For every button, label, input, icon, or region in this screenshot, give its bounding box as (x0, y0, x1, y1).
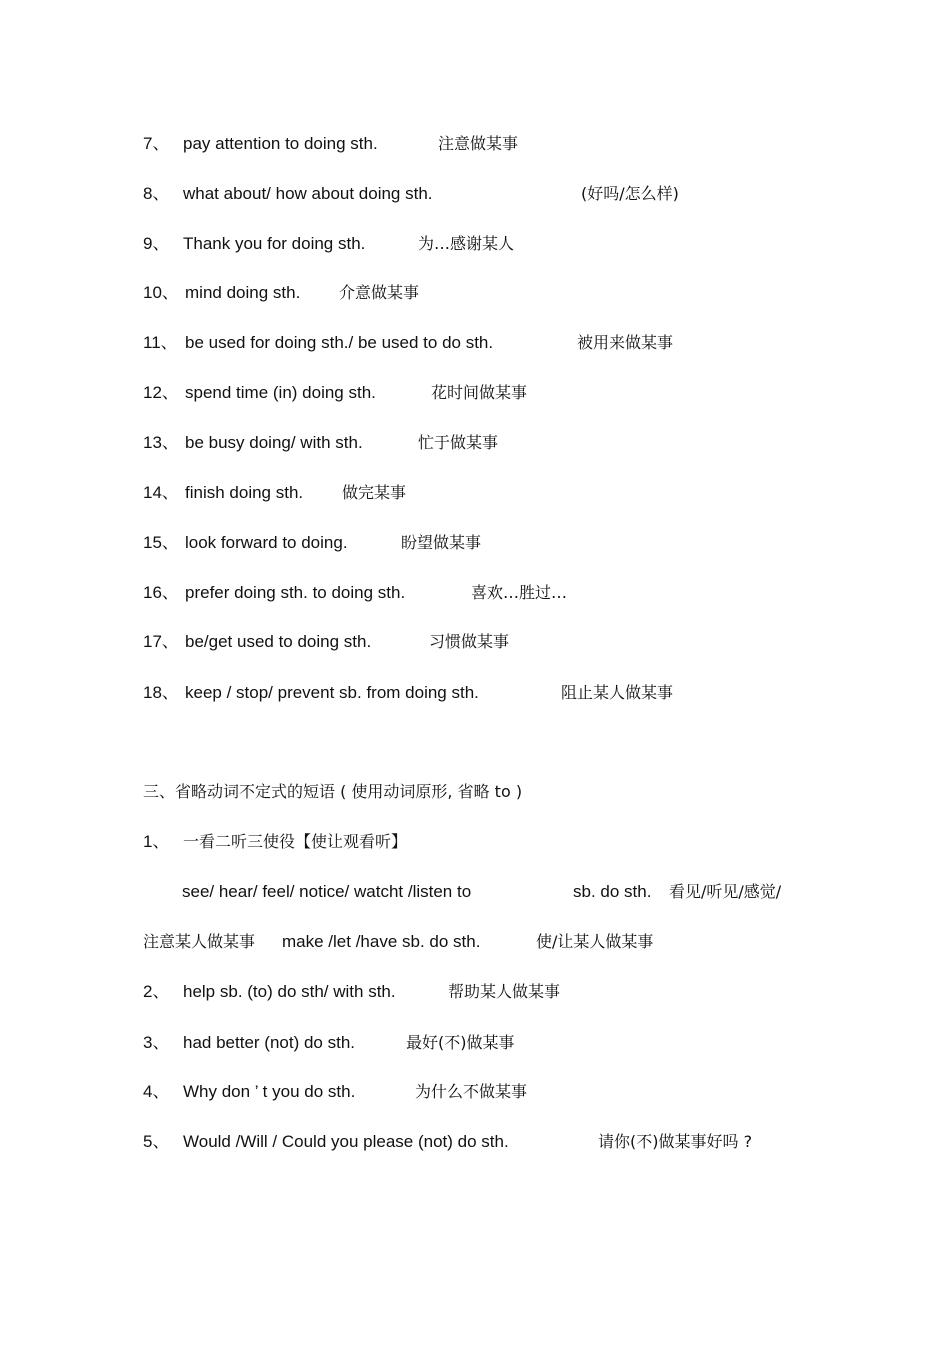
item-phrase: Why don ’ t you do sth. (183, 1082, 356, 1101)
item-phrase: finish doing sth. (185, 483, 304, 502)
item-number: 11、 (143, 333, 178, 352)
item-meaning: 为什么不做某事 (415, 1082, 528, 1101)
item-phrase: help sb. (to) do sth/ with sth. (183, 982, 396, 1001)
item-phrase: be busy doing/ with sth. (185, 433, 363, 452)
item-phrase: look forward to doing. (185, 533, 348, 552)
item-number: 1、 (143, 832, 170, 851)
item-meaning: 使/让某人做某事 (536, 932, 654, 951)
item-number: 9、 (143, 234, 170, 253)
section-three-heading: 三、省略动词不定式的短语 ( 使用动词原形, 省略 to ) (143, 782, 523, 801)
item-number: 15、 (143, 533, 179, 552)
item-phrase: be used for doing sth./ be used to do sth. (185, 333, 494, 352)
item-number: 18、 (143, 683, 179, 702)
item-phrase: had better (not) do sth. (183, 1033, 355, 1052)
item-phrase: prefer doing sth. to doing sth. (185, 583, 406, 602)
item-meaning: 花时间做某事 (431, 383, 528, 402)
item-meaning: 注意某人做某事 (143, 932, 256, 951)
item-meaning: 做完某事 (342, 483, 407, 502)
item-phrase: Thank you for doing sth. (183, 234, 366, 253)
item-phrase: mind doing sth. (185, 283, 301, 302)
item-meaning: 最好(不)做某事 (406, 1033, 515, 1052)
item-meaning: 注意做某事 (438, 134, 519, 153)
item-meaning: 请你(不)做某事好吗 ? (598, 1132, 753, 1151)
item-number: 14、 (143, 483, 179, 502)
item-phrase: keep / stop/ prevent sb. from doing sth. (185, 683, 479, 702)
item-number: 4、 (143, 1082, 170, 1101)
item-title: 一看二听三使役【使让观看听】 (183, 832, 408, 851)
item-meaning: 为…感谢某人 (418, 234, 515, 253)
item-meaning: 习惯做某事 (429, 632, 510, 651)
item-phrase: be/get used to doing sth. (185, 632, 372, 651)
item-number: 7、 (143, 134, 170, 153)
item-meaning: 帮助某人做某事 (448, 982, 561, 1001)
item-meaning: 介意做某事 (339, 283, 420, 302)
item-number: 2、 (143, 982, 170, 1001)
item-phrase-object: sb. do sth. (573, 882, 652, 901)
item-meaning: 阻止某人做某事 (561, 683, 674, 702)
item-number: 5、 (143, 1132, 170, 1151)
item-phrase: pay attention to doing sth. (183, 134, 378, 153)
item-meaning: 看见/听见/感觉/ (669, 882, 782, 901)
item-meaning: (好吗/怎么样) (581, 184, 679, 203)
item-phrase: spend time (in) doing sth. (185, 383, 376, 402)
item-meaning: 忙于做某事 (418, 433, 499, 452)
item-phrase: make /let /have sb. do sth. (282, 932, 481, 951)
item-number: 3、 (143, 1033, 170, 1052)
item-phrase: what about/ how about doing sth. (183, 184, 433, 203)
item-number: 16、 (143, 583, 179, 602)
item-number: 10、 (143, 283, 179, 302)
item-phrase: Would /Will / Could you please (not) do sth. (183, 1132, 509, 1151)
item-number: 12、 (143, 383, 179, 402)
item-number: 17、 (143, 632, 179, 651)
item-number: 8、 (143, 184, 170, 203)
item-meaning: 被用来做某事 (577, 333, 674, 352)
item-meaning: 喜欢…胜过… (471, 583, 568, 602)
item-meaning: 盼望做某事 (401, 533, 482, 552)
item-number: 13、 (143, 433, 179, 452)
item-phrase: see/ hear/ feel/ notice/ watcht /listen to (182, 882, 472, 901)
